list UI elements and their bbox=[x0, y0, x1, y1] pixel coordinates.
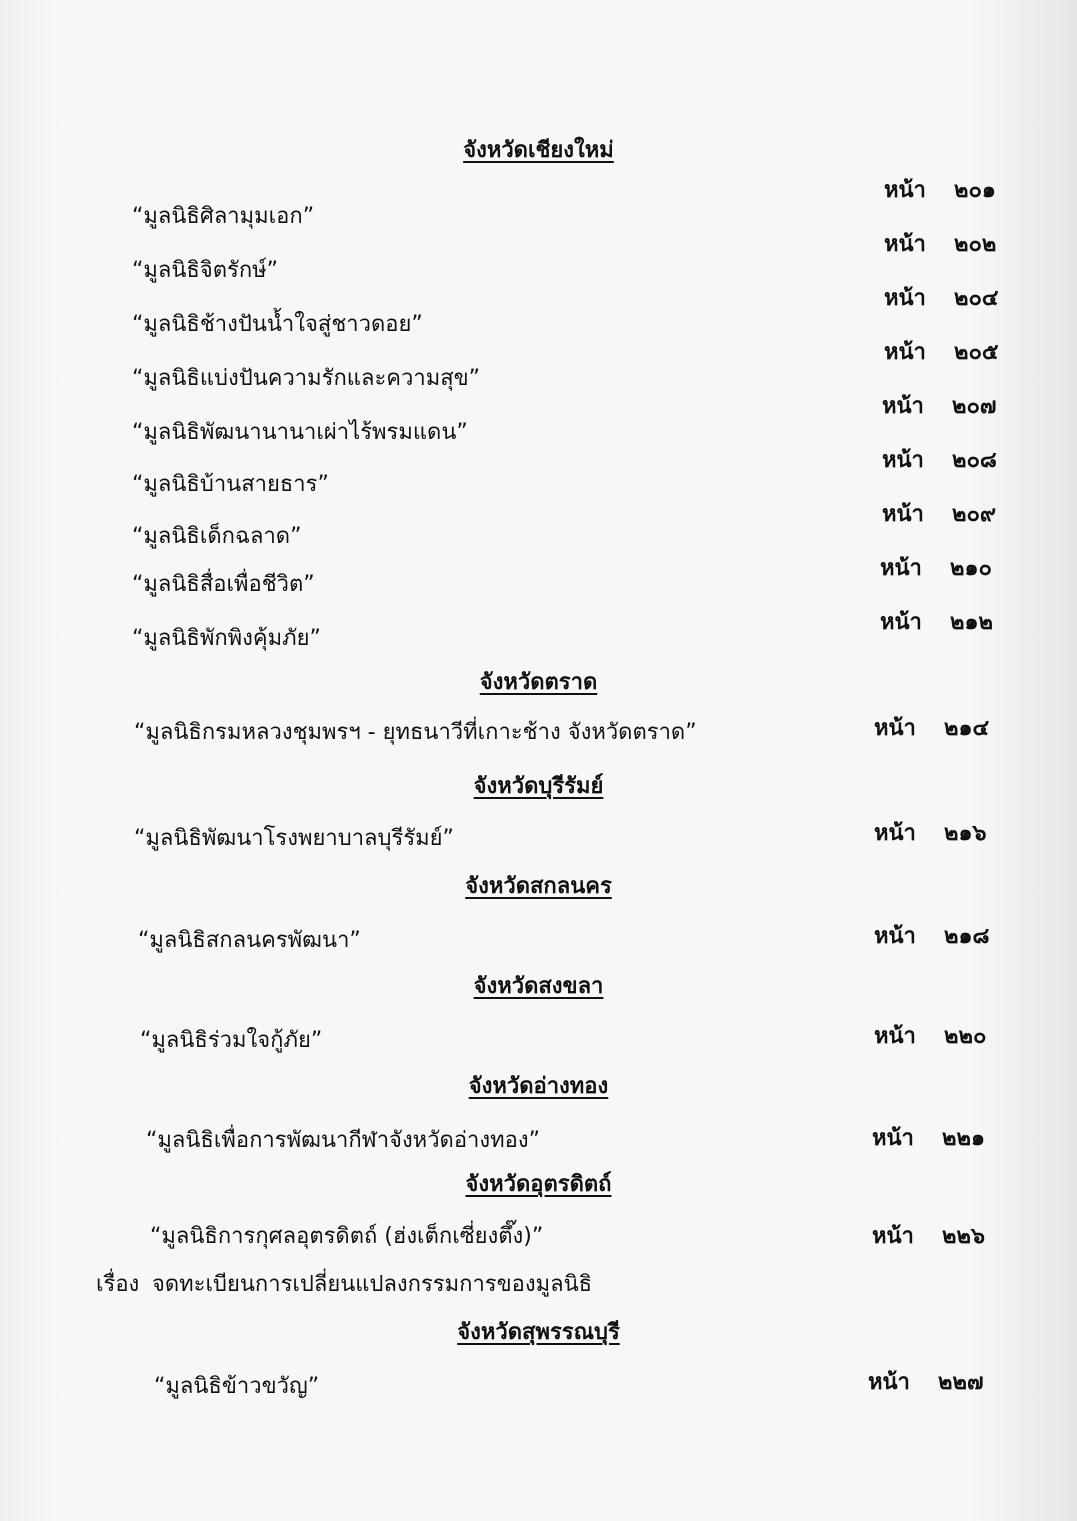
subject-text: จดทะเบียนการเปลี่ยนแปลงกรรมการของมูลนิธิ bbox=[152, 1272, 593, 1297]
subject-label: เรื่อง bbox=[96, 1272, 140, 1297]
page-word: หน้า bbox=[884, 340, 926, 365]
foundation-entry: “มูลนิธิการกุศลอุตรดิตถ์ (ฮ่งเต็กเซี่ยงตึ๊ง)” bbox=[150, 1224, 544, 1249]
foundation-entry: “มูลนิธิข้าวขวัญ” bbox=[154, 1374, 320, 1399]
page-word: หน้า bbox=[884, 232, 926, 257]
foundation-entry: “มูลนิธิศิลามุมเอก” bbox=[132, 204, 315, 229]
page-ref bbox=[882, 442, 997, 477]
section-heading-chiangmai: จังหวัดเชียงใหม่ bbox=[463, 138, 614, 163]
foundation-entry: “มูลนิธิสกลนครพัฒนา” bbox=[138, 928, 361, 953]
foundation-entry: “มูลนิธิกรมหลวงชุมพรฯ - ยุทธนาวีที่เกาะช้าง จังหวัดตราด” bbox=[134, 720, 697, 745]
page-word: หน้า bbox=[884, 286, 926, 311]
section-heading-buriram: จังหวัดบุรีรัมย์ bbox=[473, 774, 604, 799]
page-number: ๒๐๔ bbox=[954, 286, 999, 311]
page-number: ๒๑๐ bbox=[950, 556, 992, 581]
page-ref bbox=[874, 918, 989, 953]
foundation-entry: “มูลนิธิบ้านสายธาร” bbox=[132, 472, 329, 497]
section-heading-angthong: จังหวัดอ่างทอง bbox=[468, 1074, 609, 1099]
foundation-entry: “มูลนิธิพักพิงคุ้มภัย” bbox=[132, 626, 321, 651]
page-word: หน้า bbox=[872, 1224, 914, 1249]
foundation-entry: “มูลนิธิเพื่อการพัฒนากีฬาจังหวัดอ่างทอง” bbox=[146, 1128, 540, 1153]
section-heading-sakonnakhon: จังหวัดสกลนคร bbox=[465, 874, 612, 899]
page-ref bbox=[872, 1120, 985, 1155]
foundation-entry: “มูลนิธิสื่อเพื่อชีวิต” bbox=[132, 572, 315, 597]
page-number: ๒๒๐ bbox=[944, 1024, 987, 1049]
section-heading-suphanburi: จังหวัดสุพรรณบุรี bbox=[457, 1320, 620, 1345]
foundation-entry: “มูลนิธิจิตรักษ์” bbox=[132, 258, 279, 283]
page-ref bbox=[884, 172, 996, 207]
page-number: ๒๒๖ bbox=[942, 1224, 985, 1249]
page-number: ๒๑๖ bbox=[944, 821, 987, 846]
page-number: ๒๐๘ bbox=[952, 448, 997, 473]
page-number: ๒๐๗ bbox=[952, 394, 997, 419]
page-ref bbox=[884, 334, 999, 369]
page-word: หน้า bbox=[874, 716, 916, 741]
page-ref bbox=[872, 1218, 985, 1253]
page-word: หน้า bbox=[882, 502, 924, 527]
foundation-entry: “มูลนิธิร่วมใจกู้ภัย” bbox=[140, 1028, 323, 1053]
subject-line bbox=[96, 1266, 592, 1301]
page-number: ๒๑๘ bbox=[944, 924, 990, 949]
page-number: ๒๒๑ bbox=[942, 1126, 985, 1151]
page-word: หน้า bbox=[874, 821, 916, 846]
page-word: หน้า bbox=[874, 1024, 916, 1049]
page-word: หน้า bbox=[882, 448, 924, 473]
page-number: ๒๐๒ bbox=[954, 232, 997, 257]
section-heading-trat: จังหวัดตราด bbox=[479, 670, 598, 695]
page-ref bbox=[868, 1364, 984, 1399]
page-ref bbox=[882, 388, 996, 423]
page-ref bbox=[880, 550, 992, 585]
page-number: ๒๐๑ bbox=[954, 178, 996, 203]
page-word: หน้า bbox=[882, 394, 924, 419]
foundation-entry: “มูลนิธิเด็กฉลาด” bbox=[132, 524, 302, 549]
page-word: หน้า bbox=[874, 924, 916, 949]
page-number: ๒๒๗ bbox=[938, 1370, 984, 1395]
page-ref bbox=[884, 226, 996, 261]
page-word: หน้า bbox=[884, 178, 926, 203]
page-word: หน้า bbox=[868, 1370, 910, 1395]
foundation-entry: “มูลนิธิแบ่งปันความรักและความสุข” bbox=[132, 366, 481, 391]
page-ref bbox=[874, 1018, 986, 1053]
page-number: ๒๑๒ bbox=[950, 610, 993, 635]
section-heading-songkhla: จังหวัดสงขลา bbox=[473, 974, 604, 999]
page-word: หน้า bbox=[880, 610, 922, 635]
foundation-entry: “มูลนิธิพัฒนานานาเผ่าไร้พรมแดน” bbox=[132, 420, 468, 445]
section-heading-uttaradit: จังหวัดอุตรดิตถ์ bbox=[465, 1172, 612, 1197]
foundation-entry: “มูลนิธิพัฒนาโรงพยาบาลบุรีรัมย์” bbox=[134, 826, 454, 851]
page-ref bbox=[874, 710, 989, 745]
foundation-entry: “มูลนิธิช้างปันน้ำใจสู่ชาวดอย” bbox=[132, 312, 423, 337]
page-word: หน้า bbox=[872, 1126, 914, 1151]
page-ref bbox=[884, 280, 999, 315]
page-number: ๒๑๔ bbox=[944, 716, 990, 741]
page-ref bbox=[874, 815, 986, 850]
page-ref bbox=[880, 604, 993, 639]
page-number: ๒๐๙ bbox=[952, 502, 997, 527]
page-ref bbox=[882, 496, 996, 531]
page-word: หน้า bbox=[880, 556, 922, 581]
page-number: ๒๐๕ bbox=[954, 340, 999, 365]
